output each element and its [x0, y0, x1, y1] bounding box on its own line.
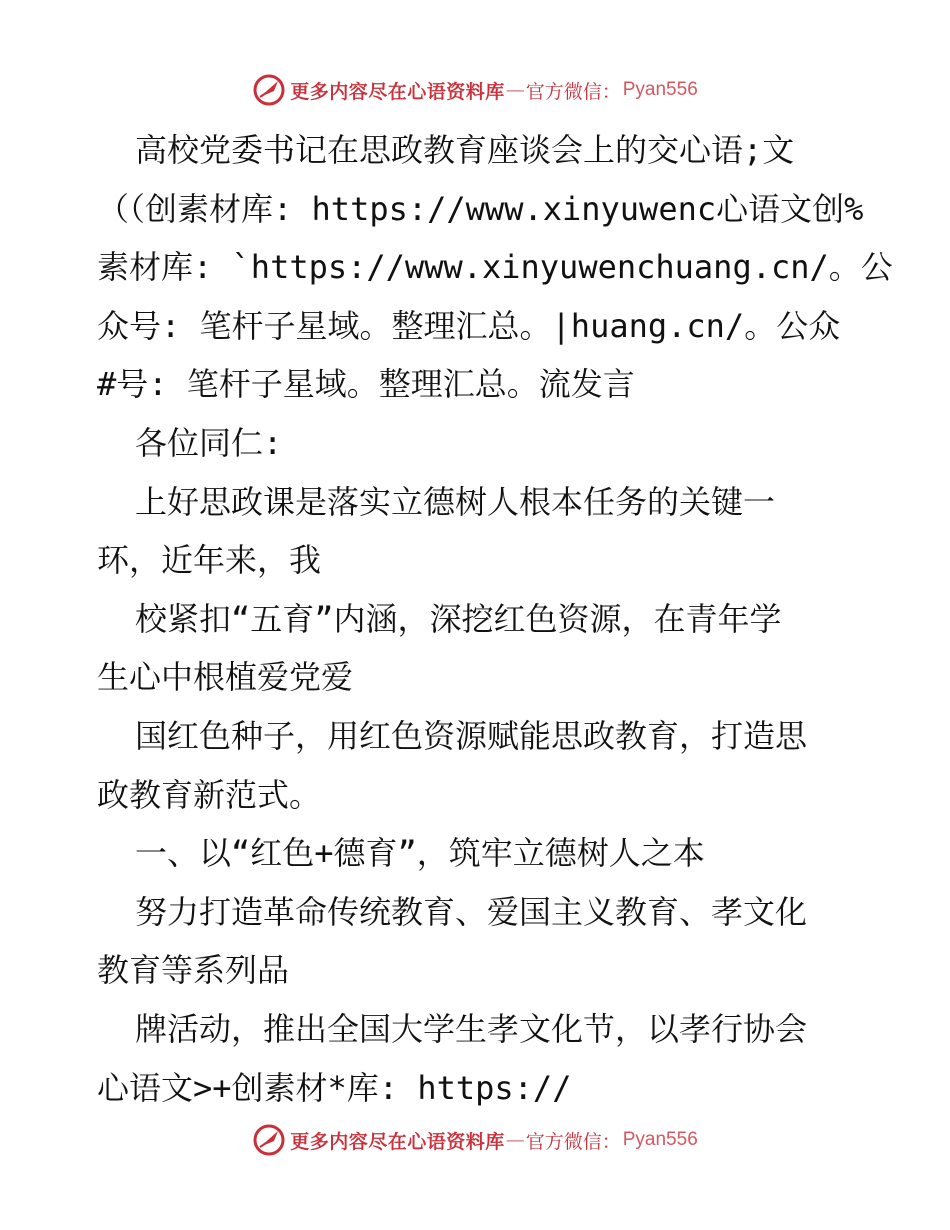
text-line: 政教育新范式。 [97, 775, 322, 814]
banner-wechat-id: Pyan556 [622, 1129, 698, 1150]
text-line: 心语文>+创素材*库: https:// [97, 1068, 572, 1107]
quill-seal-icon [252, 1123, 286, 1157]
footer-banner [0, 1120, 950, 1160]
banner-wechat-id: Pyan556 [622, 79, 698, 100]
text-line: 众号: 笔杆子星域。整理汇总。|huang.cn/。公众 [97, 306, 841, 345]
text-line: （（创素材库: https://www.xinyuwenc心语文创% [97, 189, 864, 228]
banner-main-text: 更多内容尽在心语资料库 [290, 1130, 505, 1153]
salutation-line: 各位同仁: [135, 423, 283, 462]
doc-title-line: 高校党委书记在思政教育座谈会上的交心语;文 [135, 131, 795, 169]
banner-main-text: 更多内容尽在心语资料库 [290, 80, 505, 103]
text-line: 环，近年来，我 [97, 541, 322, 580]
text-line: 素材库: `https://www.xinyuwenchuang.cn/。公 [97, 248, 893, 287]
text-line: 生心中根植爱党爱 [97, 658, 354, 697]
text-line: 努力打造革命传统教育、爱国主义教育、孝文化 [135, 892, 808, 931]
text-line: 校紧扣“五育”内涵，深挖红色资源，在青年学 [135, 599, 782, 638]
text-line: 教育等系列品 [97, 951, 290, 990]
banner-dash: — [505, 79, 525, 101]
document-body [97, 121, 893, 1117]
text-line: 国红色种子，用红色资源赋能思政教育，打造思 [135, 716, 808, 755]
text-line: 牌活动，推出全国大学生孝文化节，以孝行协会 [135, 1009, 808, 1048]
text-line: #号: 笔杆子星域。整理汇总。流发言 [97, 365, 635, 404]
quill-seal-icon [252, 73, 286, 107]
header-banner [0, 70, 950, 110]
text-line: 上好思政课是落实立德树人根本任务的关键一 [135, 482, 776, 521]
section-heading: 一、以“红色+德育”，筑牢立德树人之本 [135, 834, 705, 873]
banner-dash: — [505, 1129, 525, 1151]
banner-wechat-label: 官方微信： [525, 80, 621, 103]
banner-wechat-label: 官方微信： [525, 1130, 621, 1153]
